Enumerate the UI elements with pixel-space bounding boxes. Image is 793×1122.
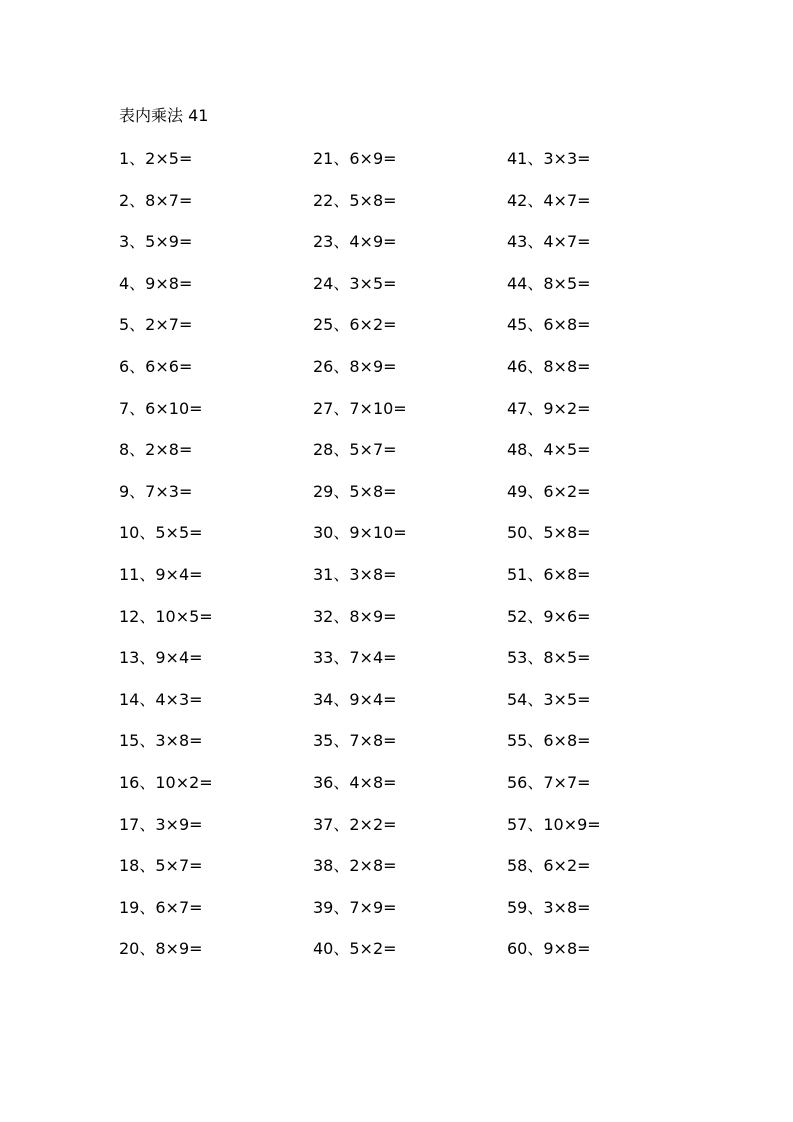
problem-item: 57、10×9= [507,814,601,834]
problem-item: 31、3×8= [313,564,397,584]
problem-item: 33、7×4= [313,648,397,668]
problem-column-2 [313,148,503,980]
problem-item: 52、9×6= [507,606,591,626]
problem-item: 21、6×9= [313,149,397,168]
problem-item: 1、2×5= [119,149,193,168]
problem-item: 23、4×9= [313,232,397,252]
problem-item: 11、9×4= [119,564,203,584]
problem-item: 9、7×3= [119,481,193,501]
problem-item: 36、4×8= [313,772,397,792]
problem-item: 53、8×5= [507,648,591,668]
problem-item: 10、5×5= [119,523,203,543]
problem-item: 58、6×2= [507,856,591,876]
problem-item: 51、6×8= [507,564,591,584]
problem-item: 34、9×4= [313,689,397,709]
problem-item: 59、3×8= [507,897,591,917]
problem-item: 13、9×4= [119,648,203,668]
problem-item: 56、7×7= [507,772,591,792]
problem-item: 55、6×8= [507,731,591,751]
problem-item: 8、2×8= [119,440,193,460]
problem-item: 41、3×3= [507,149,591,168]
problem-item: 17、3×9= [119,814,203,834]
problem-item: 24、3×5= [313,273,397,293]
problem-item: 48、4×5= [507,440,591,460]
problem-item: 42、4×7= [507,190,591,210]
problem-item: 4、9×8= [119,273,193,293]
problem-item: 14、4×3= [119,689,203,709]
problem-item: 39、7×9= [313,897,397,917]
problem-item: 18、5×7= [119,856,203,876]
problem-column-1 [119,148,309,980]
problem-item: 12、10×5= [119,606,213,626]
problem-item: 6、6×6= [119,356,193,376]
problem-item: 43、4×7= [507,232,591,252]
problem-item: 22、5×8= [313,190,397,210]
problem-item: 50、5×8= [507,523,591,543]
problem-item: 7、6×10= [119,398,203,418]
problem-item: 46、8×8= [507,356,591,376]
problem-item: 45、6×8= [507,315,591,335]
problem-item: 5、2×7= [119,315,193,335]
page-title: 表内乘法 41 [119,106,209,125]
problem-item: 3、5×9= [119,232,193,252]
problem-item: 32、8×9= [313,606,397,626]
problem-item: 40、5×2= [313,939,397,959]
problem-item: 44、8×5= [507,273,591,293]
problem-item: 26、8×9= [313,356,397,376]
problem-item: 37、2×2= [313,814,397,834]
problem-item: 16、10×2= [119,772,213,792]
problem-item: 28、5×7= [313,440,397,460]
problem-item: 20、8×9= [119,939,203,959]
problem-item: 15、3×8= [119,731,203,751]
problem-item: 29、5×8= [313,481,397,501]
problem-item: 38、2×8= [313,856,397,876]
problem-item: 25、6×2= [313,315,397,335]
problem-item: 47、9×2= [507,398,591,418]
problem-column-3 [507,148,697,980]
problem-item: 19、6×7= [119,897,203,917]
problem-item: 30、9×10= [313,523,407,543]
problem-item: 54、3×5= [507,689,591,709]
problem-item: 49、6×2= [507,481,591,501]
problem-item: 35、7×8= [313,731,397,751]
problem-item: 27、7×10= [313,398,407,418]
problem-item: 2、8×7= [119,190,193,210]
problem-item: 60、9×8= [507,939,591,959]
